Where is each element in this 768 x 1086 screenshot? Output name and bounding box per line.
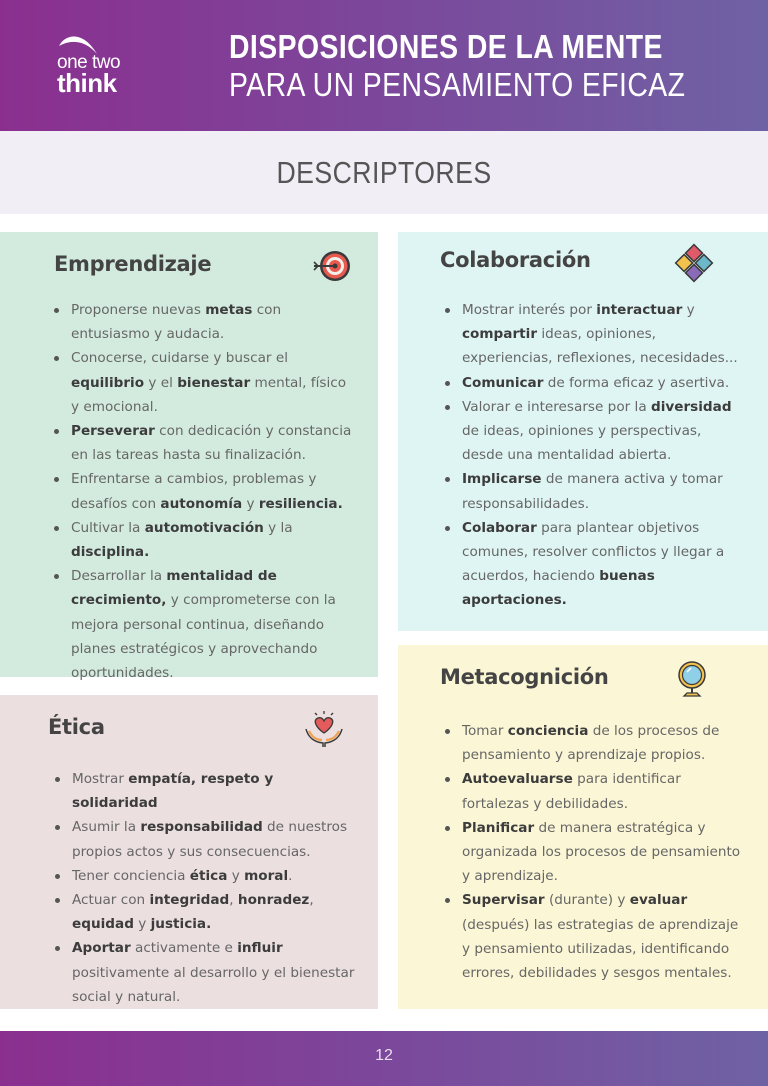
list-item bbox=[445, 816, 745, 889]
bold-text: Autoevaluarse bbox=[462, 771, 573, 788]
text: Asumir la bbox=[72, 819, 141, 836]
list-item bbox=[445, 395, 745, 468]
mirror-icon bbox=[674, 659, 710, 699]
card-title-metacognicion: Metacognición bbox=[440, 665, 609, 689]
bold-text: bienestar bbox=[177, 374, 251, 391]
bold-text: Supervisar bbox=[462, 892, 545, 909]
text: positivamente al desarrollo y el bienestar social y natural. bbox=[72, 964, 355, 1005]
text: (después) las estrategias de aprendizaje y pensamiento utilizadas, identificando errores, debilidades y sesgos mentales. bbox=[462, 916, 739, 982]
bold-text: ética bbox=[189, 867, 228, 884]
bold-text: justicia. bbox=[150, 916, 212, 933]
bold-text: influir bbox=[237, 940, 283, 957]
text: de ideas, opiniones y perspectivas, desde una mentalidad abierta. bbox=[462, 423, 702, 464]
bold-text: integridad bbox=[149, 892, 230, 909]
text: mental, físico y emocional. bbox=[71, 374, 347, 415]
list-metacognicion bbox=[445, 719, 745, 985]
text: de forma eficaz y asertiva. bbox=[543, 374, 730, 391]
list-item bbox=[445, 888, 745, 985]
text: de manera activa y tomar responsabilidades. bbox=[462, 471, 723, 512]
page-title-line1: DISPOSICIONES DE LA MENTE bbox=[229, 28, 663, 65]
bold-text: Aportar bbox=[72, 940, 131, 957]
bold-text: Comunicar bbox=[462, 374, 544, 391]
logo-text-bottom: think bbox=[57, 68, 117, 98]
bold-text: honradez bbox=[237, 892, 310, 909]
text: de nuestros propios actos y sus consecuencias. bbox=[72, 819, 348, 860]
text: Tener conciencia bbox=[72, 867, 190, 884]
text: con entusiasmo y audacia. bbox=[71, 302, 282, 343]
list-item bbox=[55, 936, 355, 1009]
bold-text: resiliencia. bbox=[258, 495, 343, 512]
list-item bbox=[55, 888, 355, 936]
text: activamente e bbox=[130, 940, 238, 957]
card-emprendizaje bbox=[0, 232, 378, 682]
list-item bbox=[54, 346, 354, 419]
text: Valorar e interesarse por la bbox=[462, 398, 651, 415]
page-title-line2: PARA UN PENSAMIENTO EFICAZ bbox=[229, 66, 686, 103]
list-item bbox=[54, 564, 354, 685]
text: y bbox=[133, 916, 151, 933]
brand-logo bbox=[55, 32, 145, 98]
bold-text: interactuar bbox=[596, 302, 683, 318]
bold-text: disciplina. bbox=[71, 544, 150, 561]
bold-text: equidad bbox=[72, 916, 134, 933]
list-etica bbox=[55, 767, 355, 1009]
list-item bbox=[55, 815, 355, 863]
text: ideas, opiniones, experiencias, reflexiones, necesidades... bbox=[462, 326, 738, 367]
card-colaboracion bbox=[398, 232, 768, 631]
bold-text: Colaborar bbox=[462, 519, 537, 536]
bold-text: evaluar bbox=[629, 892, 688, 909]
list-item bbox=[54, 298, 354, 346]
text: y bbox=[242, 495, 259, 512]
page-title bbox=[229, 28, 760, 104]
page-footer bbox=[0, 1031, 768, 1086]
text: y la bbox=[263, 519, 293, 536]
bold-text: buenas aportaciones. bbox=[462, 568, 655, 609]
text: y bbox=[227, 867, 245, 884]
page-number: 12 bbox=[375, 1047, 393, 1064]
bold-text: diversidad bbox=[650, 398, 732, 415]
list-item bbox=[54, 419, 354, 467]
text: Desarrollar la bbox=[71, 568, 167, 585]
section-banner bbox=[0, 131, 768, 214]
text: Enfrentarse a cambios, problemas y desafíos con bbox=[71, 471, 317, 512]
text: Actuar con bbox=[72, 892, 150, 909]
text: para identificar fortalezas y debilidades. bbox=[462, 771, 681, 812]
text: de los procesos de pensamiento y aprendizaje propios. bbox=[462, 723, 720, 764]
list-item bbox=[445, 767, 745, 815]
list-item bbox=[445, 719, 745, 767]
puzzle-icon bbox=[673, 242, 715, 284]
text: Tomar bbox=[462, 723, 508, 739]
text: para plantear objetivos comunes, resolver conflictos y llegar a acuerdos, haciendo bbox=[462, 519, 725, 585]
list-item bbox=[54, 467, 354, 515]
text: Cultivar la bbox=[71, 519, 145, 536]
text: y comprometerse con la mejora personal continua, diseñando planes estratégicos y aprovechando oportunidades. bbox=[71, 592, 336, 682]
section-banner-title: DESCRIPTORES bbox=[276, 155, 492, 190]
logo-text-top: one two bbox=[57, 52, 121, 73]
bold-text: Planificar bbox=[462, 819, 535, 836]
text: con dedicación y constancia en las tareas hasta su finalización. bbox=[71, 423, 352, 464]
heart-hands-icon bbox=[303, 709, 345, 749]
bold-text: compartir bbox=[462, 326, 538, 343]
bold-text: conciencia bbox=[507, 723, 589, 739]
text: y bbox=[682, 302, 695, 318]
card-etica bbox=[0, 695, 378, 1009]
list-item bbox=[445, 467, 745, 515]
text: , bbox=[229, 892, 238, 909]
bold-text: empatía, respeto y solidaridad bbox=[72, 771, 274, 812]
list-item bbox=[445, 298, 745, 371]
card-title-etica: Ética bbox=[48, 715, 105, 739]
list-item bbox=[55, 767, 355, 815]
text: (durante) y bbox=[544, 892, 630, 909]
text: Conocerse, cuidarse y buscar el bbox=[71, 350, 288, 367]
text: , bbox=[309, 892, 314, 909]
card-metacognicion bbox=[398, 645, 768, 1009]
bold-text: autonomía bbox=[160, 495, 243, 512]
list-item bbox=[445, 371, 745, 395]
list-item bbox=[445, 516, 745, 613]
bold-text: equilibrio bbox=[71, 374, 145, 391]
bold-text: Implicarse bbox=[462, 471, 542, 488]
text: de manera estratégica y organizada los procesos de pensamiento y aprendizaje. bbox=[462, 819, 741, 885]
text: Mostrar interés por bbox=[462, 302, 597, 318]
text: Proponerse nuevas bbox=[71, 302, 206, 318]
list-emprendizaje bbox=[54, 298, 354, 685]
text: Mostrar bbox=[72, 771, 129, 787]
bold-text: metas bbox=[205, 302, 253, 318]
text: y el bbox=[144, 374, 178, 391]
list-item bbox=[55, 864, 355, 888]
target-icon bbox=[312, 249, 352, 283]
text: . bbox=[288, 867, 293, 884]
bold-text: responsabilidad bbox=[140, 819, 263, 836]
card-title-colaboracion: Colaboración bbox=[440, 248, 591, 272]
list-colaboracion bbox=[445, 298, 745, 613]
bold-text: Perseverar bbox=[71, 423, 155, 440]
bold-text: mentalidad de crecimiento, bbox=[71, 568, 277, 609]
bold-text: moral bbox=[244, 867, 289, 884]
bold-text: automotivación bbox=[144, 519, 264, 536]
list-item bbox=[54, 516, 354, 564]
card-title-emprendizaje: Emprendizaje bbox=[54, 252, 212, 276]
page-header bbox=[0, 0, 768, 131]
